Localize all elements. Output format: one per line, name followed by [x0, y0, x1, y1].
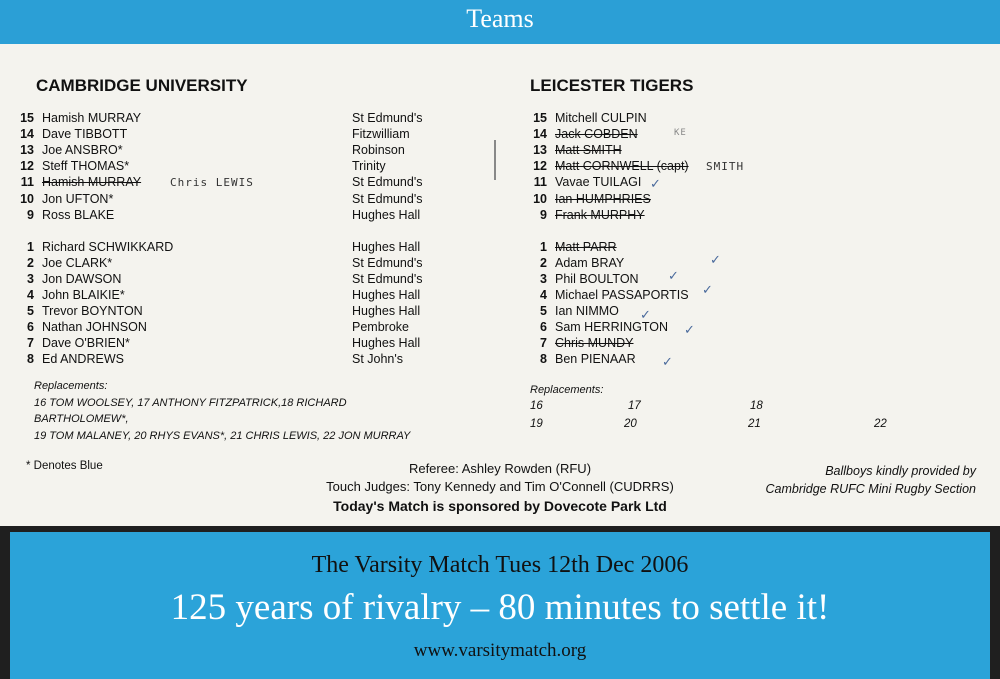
player-row	[12, 287, 432, 303]
player-name: Michael PASSAPORTIS	[555, 288, 689, 302]
player-name: Ian HUMPHRIES	[555, 191, 651, 206]
player-row	[12, 255, 432, 271]
replacement-slot: 20	[624, 418, 637, 430]
player-row	[525, 191, 945, 207]
shirt-number: 8	[540, 352, 547, 367]
cambridge-team-title: CAMBRIDGE UNIVERSITY	[36, 76, 248, 95]
shirt-number: 6	[540, 320, 547, 335]
shirt-number: 8	[27, 352, 34, 367]
player-row	[525, 239, 945, 255]
varsity-banner	[10, 532, 990, 679]
player-college: Hughes Hall	[352, 239, 421, 254]
banner-date-line: The Varsity Match Tues 12th Dec 2006	[311, 552, 689, 578]
cambridge-replacements-line: BARTHOLOMEW*,	[34, 413, 129, 425]
player-row	[12, 351, 432, 367]
player-name: Jon DAWSON	[42, 271, 122, 286]
shirt-number: 2	[27, 255, 34, 270]
player-row	[525, 255, 945, 271]
shirt-number: 10	[533, 191, 547, 206]
player-row	[12, 110, 432, 126]
player-college: Hughes Hall	[352, 336, 421, 351]
player-row	[525, 351, 945, 367]
player-college: Fitzwilliam	[352, 127, 410, 142]
shirt-number: 14	[533, 127, 547, 142]
player-row	[525, 303, 945, 319]
player-college: Hughes Hall	[352, 207, 421, 222]
player-name: Ben PIENAAR	[555, 352, 636, 367]
handwritten-correction: SMITH	[706, 160, 745, 173]
referee-line: Referee: Ashley Rowden (RFU)	[408, 461, 592, 476]
handwritten-tick-icon: ✓	[640, 307, 651, 322]
player-college: St Edmund's	[352, 255, 423, 270]
shirt-number: 12	[533, 159, 547, 174]
banner-url: www.varsitymatch.org	[413, 640, 587, 661]
player-college: Hughes Hall	[352, 304, 421, 319]
ballboys-line: Ballboys kindly provided by	[825, 464, 976, 478]
player-name: Joe ANSBRO*	[42, 143, 123, 158]
player-name: Mitchell CULPIN	[555, 111, 647, 125]
player-row	[12, 158, 432, 174]
shirt-number: 15	[20, 111, 34, 125]
shirt-number: 15	[533, 111, 547, 125]
player-name: Jon UFTON*	[42, 191, 114, 206]
leicester-team-title: LEICESTER TIGERS	[530, 76, 694, 95]
player-name: Steff THOMAS*	[42, 159, 130, 174]
player-name: Matt PARR	[555, 239, 617, 254]
player-row	[525, 319, 945, 335]
player-name: Ian NIMMO	[555, 304, 619, 319]
ballboys-line: Cambridge RUFC Mini Rugby Section	[765, 482, 976, 496]
player-college: Robinson	[352, 143, 405, 158]
player-name: Sam HERRINGTON	[555, 320, 668, 335]
replacement-slot: 21	[748, 418, 761, 430]
cambridge-replacements-heading: Replacements:	[34, 380, 108, 392]
player-name: Dave O'BRIEN*	[42, 336, 130, 351]
player-name: Vavae TUILAGI	[555, 175, 642, 190]
player-name: Joe CLARK*	[42, 255, 113, 270]
player-college: St Edmund's	[352, 191, 423, 206]
ballboys-note	[766, 462, 977, 498]
shirt-number: 7	[540, 336, 547, 351]
player-name: Nathan JOHNSON	[42, 320, 147, 335]
shirt-number: 11	[20, 175, 34, 190]
shirt-number: 3	[540, 271, 547, 286]
player-college: St John's	[352, 352, 404, 367]
player-name: Matt CORNWELL (capt)	[555, 159, 689, 174]
shirt-number: 3	[27, 271, 34, 286]
player-row	[525, 126, 945, 142]
cambridge-replacements-line: 19 TOM MALANEY, 20 RHYS EVANS*, 21 CHRIS LEWIS, 22 JON MURRAY	[34, 430, 411, 442]
shirt-number: 9	[27, 207, 34, 222]
player-row	[525, 142, 945, 158]
shirt-number: 5	[27, 304, 34, 319]
player-college: St Edmund's	[352, 111, 423, 125]
shirt-number: 1	[27, 239, 34, 254]
varsity-banner-frame	[0, 526, 1000, 679]
player-row	[12, 239, 432, 255]
shirt-number: 2	[540, 255, 547, 270]
player-name: John BLAIKIE*	[42, 288, 125, 302]
shirt-number: 9	[540, 207, 547, 222]
shirt-number: 4	[27, 288, 34, 302]
shirt-number: 14	[20, 127, 34, 142]
sponsor-line: Today's Match is sponsored by Dovecote Park Ltd	[333, 498, 667, 514]
handwritten-correction: KE	[674, 128, 687, 138]
shirt-number: 1	[540, 239, 547, 254]
cambridge-replacements-line: 16 TOM WOOLSEY, 17 ANTHONY FITZPATRICK,18 RICHARD	[34, 397, 347, 409]
handwritten-tick-icon: ✓	[684, 322, 695, 337]
player-college: St Edmund's	[352, 271, 423, 286]
player-row	[525, 174, 945, 190]
handwritten-tick-icon: ✓	[650, 176, 661, 191]
replacement-slot: 16	[530, 400, 543, 412]
teams-header	[0, 0, 1000, 44]
player-college: St Edmund's	[352, 175, 423, 190]
touch-judges-line: Touch Judges: Tony Kennedy and Tim O'Connell (CUDRRS)	[326, 479, 674, 494]
fold-divider	[494, 140, 496, 180]
replacement-slot: 18	[750, 400, 763, 412]
blue-note: * Denotes Blue	[26, 460, 103, 472]
shirt-number: 13	[20, 143, 34, 158]
player-name: Matt SMITH	[555, 143, 622, 158]
replacement-slot: 19	[530, 418, 543, 430]
handwritten-tick-icon: ✓	[702, 282, 713, 297]
player-row	[525, 207, 945, 223]
player-row	[12, 142, 432, 158]
player-row	[525, 335, 945, 351]
shirt-number: 6	[27, 320, 34, 335]
player-name: Dave TIBBOTT	[42, 127, 128, 142]
shirt-number: 5	[540, 304, 547, 319]
player-row	[12, 335, 432, 351]
handwritten-tick-icon: ✓	[710, 252, 721, 267]
player-name: Richard SCHWIKKARD	[42, 239, 174, 254]
shirt-number: 4	[540, 288, 547, 302]
page-title: Teams	[466, 4, 534, 33]
player-name: Hamish MURRAY	[42, 175, 142, 190]
player-name: Adam BRAY	[555, 255, 625, 270]
player-name: Ed ANDREWS	[42, 352, 124, 367]
player-row	[12, 319, 432, 335]
player-college: Hughes Hall	[352, 288, 421, 302]
handwritten-tick-icon: ✓	[668, 268, 679, 283]
player-name: Frank MURPHY	[555, 207, 645, 222]
player-row	[12, 303, 432, 319]
shirt-number: 11	[533, 175, 547, 190]
player-name: Jack COBDEN	[555, 127, 638, 142]
player-row	[12, 191, 432, 207]
player-name: Hamish MURRAY	[42, 111, 142, 125]
player-row	[525, 110, 945, 126]
player-row	[525, 287, 945, 303]
handwritten-tick-icon: ✓	[662, 354, 673, 369]
player-name: Trevor BOYNTON	[42, 304, 143, 319]
player-row	[12, 126, 432, 142]
replacement-slot: 22	[874, 418, 887, 430]
player-college: Pembroke	[352, 320, 409, 335]
banner-slogan: 125 years of rivalry – 80 minutes to settle it!	[170, 587, 830, 628]
player-row	[525, 271, 945, 287]
shirt-number: 10	[20, 191, 34, 206]
player-name: Ross BLAKE	[42, 207, 115, 222]
player-name: Chris MUNDY	[555, 336, 634, 351]
shirt-number: 7	[27, 336, 34, 351]
player-row	[12, 271, 432, 287]
leicester-replacements-heading: Replacements:	[530, 384, 604, 396]
shirt-number: 13	[533, 143, 547, 158]
player-name: Phil BOULTON	[555, 271, 639, 286]
replacement-slot: 17	[628, 400, 641, 412]
player-row	[12, 207, 432, 223]
player-college: Trinity	[352, 159, 386, 174]
handwritten-correction: Chris LEWIS	[170, 176, 254, 189]
shirt-number: 12	[20, 159, 34, 174]
